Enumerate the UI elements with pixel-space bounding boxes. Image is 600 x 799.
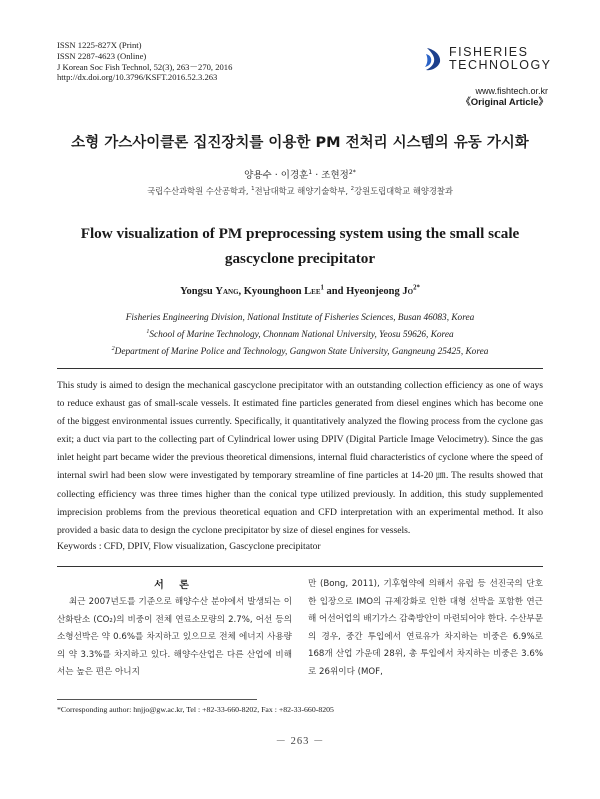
korean-author-1: 양용수 — [244, 170, 272, 181]
english-affiliation-1-text: School of Marine Technology, Chonnam National University, Yeosu 59626, Korea — [149, 330, 454, 340]
logo-line-technology: TECHNOLOGY — [449, 57, 552, 72]
abstract — [57, 377, 543, 540]
abstract-top-rule — [57, 368, 543, 369]
english-affiliation-1 — [0, 327, 600, 344]
english-author-1-first: Yongsu — [180, 286, 216, 297]
english-author-2-last: Lee — [304, 286, 321, 297]
affiliation-marker: 1 — [251, 186, 255, 193]
issn-online: ISSN 2287-4623 (Online) — [57, 50, 147, 61]
korean-authors — [0, 167, 600, 181]
logo-line-fisheries: FISHERIES — [449, 45, 529, 59]
english-authors — [0, 286, 600, 297]
english-title — [0, 221, 600, 271]
author-separator: , — [238, 286, 244, 297]
footnote-rule — [57, 699, 257, 700]
affiliation-marker: 2* — [413, 284, 420, 292]
korean-affiliation-0: 국립수산과학원 수산공학과, — [147, 186, 252, 196]
english-author-2-first: Kyounghoon — [243, 286, 305, 297]
keywords: Keywords : CFD, DPIV, Flow visualization, Gascyclone precipitator — [57, 541, 321, 552]
korean-author-3: 조현정 — [321, 170, 349, 181]
body-column-left: 최근 2007년도를 기준으로 해양수산 분야에서 발생되는 이산화탄소 (CO₂)의 비중이 전체 연료소모량의 2.7%, 어선 등의 소형선박은 약 0.6%를 차지하고 있으므로 전체 에너지 사용량의 약 3.3%를 차지하고 있다. 해양수산업은 다른 산업에 비해서는 높은 편은 아니지 — [57, 597, 292, 678]
english-author-3-last: Jo — [402, 286, 414, 297]
korean-title: 소형 가스사이클론 집진장치를 이용한 PM 전처리 시스템의 유동 가시화 — [71, 135, 529, 151]
journal-meta — [57, 40, 232, 83]
affiliation-marker: 1 — [308, 168, 313, 176]
section-heading-introduction: 서 론 — [154, 580, 195, 591]
english-author-3-first: Hyeonjeong — [346, 286, 403, 297]
journal-website-block — [461, 86, 548, 108]
doi-link[interactable]: http://dx.doi.org/10.3796/KSFT.2016.52.3.263 — [57, 72, 218, 83]
fish-wave-logo-icon — [424, 46, 444, 72]
affiliation-marker: 1 — [146, 328, 150, 335]
english-affiliation-2 — [0, 344, 600, 361]
english-title-line-2: gascyclone precipitator — [224, 250, 376, 267]
korean-author-2: 이경훈 — [280, 170, 309, 181]
english-author-1-last: Yang — [215, 286, 239, 297]
english-title-line-1: Flow visualization of PM preprocessing system using the small scale — [80, 225, 520, 242]
website-link[interactable]: www.fishtech.or.kr — [475, 86, 548, 96]
author-separator: and — [323, 286, 347, 297]
korean-affiliation-2: 강원도립대학교 해양경찰과 — [354, 186, 453, 196]
affiliation-marker: 1 — [320, 284, 324, 292]
korean-affiliations — [0, 185, 600, 197]
affiliation-marker: 2 — [111, 345, 115, 352]
body-column-right: 만 (Bong, 2011), 기후협약에 의해서 유럽 등 선진국의 단호한 입장으로 IMO의 규제강화로 인한 대형 선박을 포함한 연근해 어선어업의 배기가스 감축방안이 마련되어야 한다. 수산부문의 경우, 중간 투입에서 연료유가 차지하는 비중은 6.9%로 168개 산업 가운데 28위, 총 투입에서 차지하는 비중은 3.6%로 26위이다 (MOF, — [308, 579, 543, 677]
citation: J Korean Soc Fish Technol, 52(3), 263－270, 2016 — [57, 61, 233, 72]
issn-print: ISSN 1225-827X (Print) — [57, 40, 142, 50]
author-separator: · — [312, 170, 322, 181]
korean-affiliation-1: 전남대학교 해양기술학부, — [254, 186, 351, 196]
abstract-unit: ㎛ — [436, 470, 446, 482]
page-number: － 263 － — [275, 736, 325, 747]
author-separator: · — [271, 170, 281, 181]
corresponding-author-footnote: *Corresponding author: hnjjo@gw.ac.kr, Tel : +82-33-660-8202, Fax : +82-33-660-8205 — [57, 705, 334, 714]
affiliation-marker: 2* — [348, 168, 356, 176]
english-affiliation-2-text: Department of Marine Police and Technology, Gangwon State University, Gangneung 25425, Korea — [114, 347, 489, 357]
logo-wordmark — [449, 46, 552, 71]
english-affiliation-0: Fisheries Engineering Division, National Institute of Fisheries Sciences, Busan 46083, Korea — [125, 313, 475, 323]
abstract-text-2: . The results showed that collecting efficiency was three times higher than the conical type utilized previously. In addition, this study supplemented imprecision problems from the previous theoretical equation and CFD interpretation with an experimental method. It also provided a basic data to design the cyclone precipitator by size of diesel engines for vessels. — [57, 470, 544, 536]
keywords-bottom-rule — [57, 566, 543, 567]
abstract-text-1: This study is aimed to design the mechanical gascyclone precipitator with an outstanding collection efficiency as one of ways to reduce exhaust gas of small-scale vessels. It estimated fine particles generated from diesel engines which has become one of the biggest environmental issues currently. Specifically, it quantitatively analyzed the flowing process from the cyclone gas exit; a duct via part to the collecting part of Cylindrical lower using DPIV (Digital Particle Image Velocimetry). Since the gas inlet height part became wider the previous theoretical dimensions, internal fluid characteristics of cyclone where the speed of internal swirl had been slow were investigated by temporary streamline of fine particles at 14-20 — [57, 380, 543, 482]
affiliation-marker: 2 — [350, 186, 355, 193]
article-type: 《Original Article》 — [461, 97, 548, 108]
english-affiliations — [0, 310, 600, 361]
